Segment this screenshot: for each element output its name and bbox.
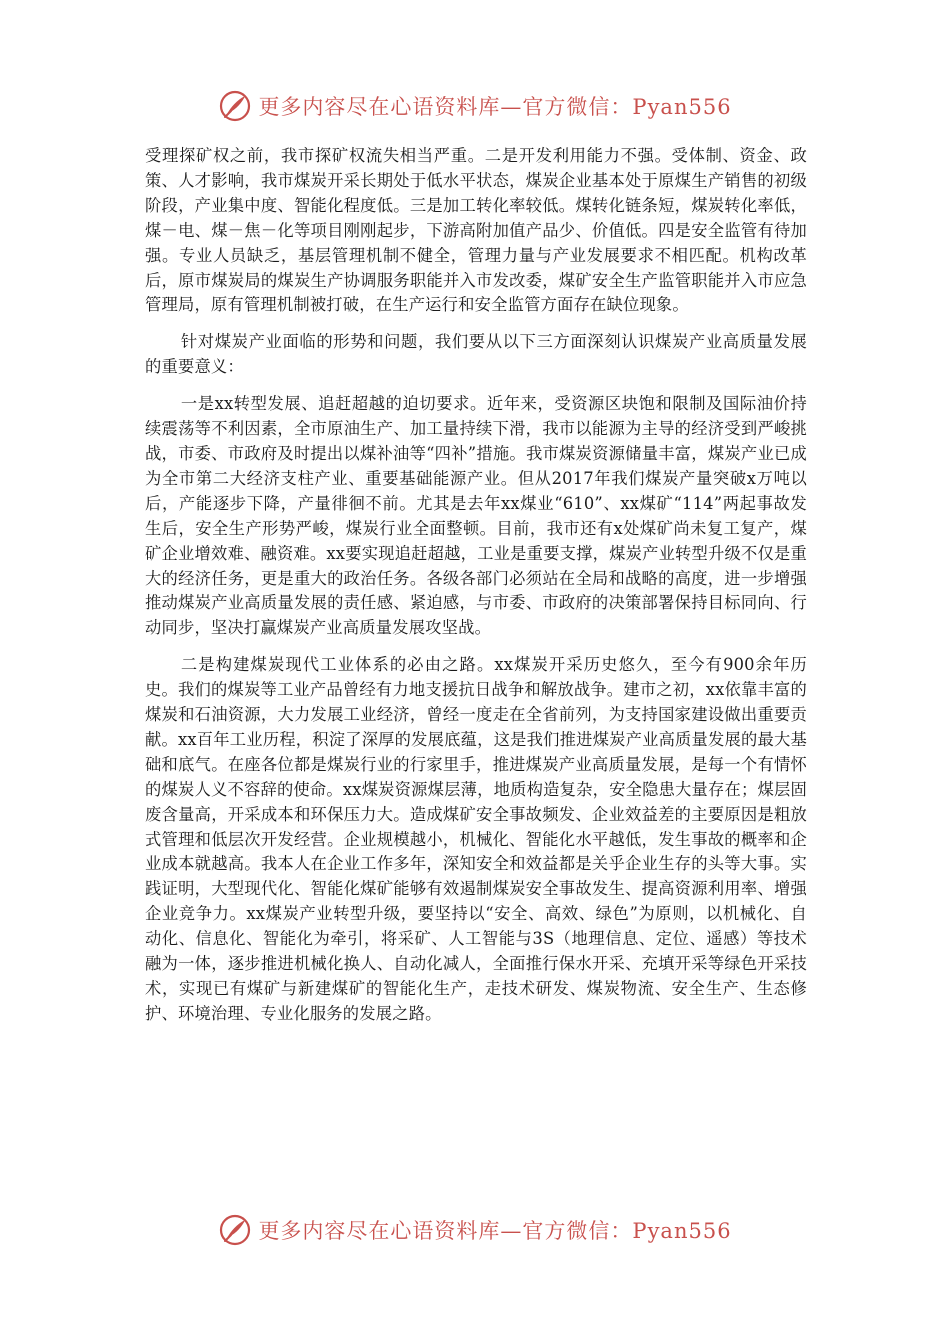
document-body: [145, 144, 807, 1039]
paragraph-3: 一是xx转型发展、追赶超越的迫切要求。近年来，受资源区块饱和限制及国际油价持续震荡等不利因素，全市原油生产、加工量持续下滑，我市以能源为主导的经济受到严峻挑战，市委、市政府及时提出以煤补油等“四补”措施。我市煤炭资源储量丰富，煤炭产业已成为全市第二大经济支柱产业、重要基础能源产业。但从2017年我们煤炭产量突破x万吨以后，产能逐步下降，产量徘徊不前。尤其是去年xx煤业“610”、xx煤矿“114”两起事故发生后，安全生产形势严峻，煤炭行业全面整顿。目前，我市还有x处煤矿尚未复工复产，煤矿企业增效难、融资难。xx要实现追赶超越，工业是重要支撑，煤炭产业转型升级不仅是重大的经济任务，更是重大的政治任务。各级各部门必须站在全局和战略的高度，进一步增强推动煤炭产业高质量发展的责任感、紧迫感，与市委、市政府的决策部署保持目标同向、行动同步，坚决打赢煤炭产业高质量发展攻坚战。: [145, 394, 807, 638]
paragraph-2: 针对煤炭产业面临的形势和问题，我们要从以下三方面深刻认识煤炭产业高质量发展的重要意义：: [145, 332, 807, 377]
header-watermark: [0, 86, 950, 126]
footer-watermark: [0, 1210, 950, 1250]
quill-logo-icon: [218, 1213, 252, 1247]
paragraph-1: 受理探矿权之前，我市探矿权流失相当严重。二是开发利用能力不强。受体制、资金、政策、人才影响，我市煤炭开采长期处于低水平状态，煤炭企业基本处于原煤生产销售的初级阶段，产业集中度、智能化程度低。三是加工转化率较低。煤转化链条短，煤炭转化率低，煤－电、煤－焦－化等项目刚刚起步，下游高附加值产品少、价值低。四是安全监管有待加强。专业人员缺乏，基层管理机制不健全，管理力量与产业发展要求不相匹配。机构改革后，原市煤炭局的煤炭生产协调服务职能并入市发改委，煤矿安全生产监管职能并入市应急管理局，原有管理机制被打破，在生产运行和安全监管方面存在缺位现象。: [145, 146, 807, 315]
quill-logo-icon: [218, 89, 252, 123]
paragraph-4: 二是构建煤炭现代工业体系的必由之路。xx煤炭开采历史悠久，至今有900余年历史。我们的煤炭等工业产品曾经有力地支援抗日战争和解放战争。建市之初，xx依靠丰富的煤炭和石油资源，大力发展工业经济，曾经一度走在全省前列，为支持国家建设做出重要贡献。xx百年工业历程，积淀了深厚的发展底蕴，这是我们推进煤炭产业高质量发展的最大基础和底气。在座各位都是煤炭行业的行家里手，推进煤炭产业高质量发展，是每一个有情怀的煤炭人义不容辞的使命。xx煤炭资源煤层薄，地质构造复杂，安全隐患大量存在；煤层固废含量高，开采成本和环保压力大。造成煤矿安全事故频发、企业效益差的主要原因是粗放式管理和低层次开发经营。企业规模越小，机械化、智能化水平越低，发生事故的概率和企业成本就越高。我本人在企业工作多年，深知安全和效益都是关乎企业生存的头等大事。实践证明，大型现代化、智能化煤矿能够有效遏制煤炭安全事故发生、提高资源利用率、增强企业竞争力。xx煤炭产业转型升级，要坚持以“安全、高效、绿色”为原则，以机械化、自动化、信息化、智能化为牵引，将采矿、人工智能与3S（地理信息、定位、遥感）等技术融为一体，逐步推进机械化换人、自动化减人，全面推行保水开采、充填开采等绿色开采技术，实现已有煤矿与新建煤矿的智能化生产，走技术研发、煤炭物流、安全生产、生态修护、环境治理、专业化服务的发展之路。: [145, 655, 807, 1023]
watermark-text: 更多内容尽在心语资料库—官方微信：Pyan556: [258, 95, 732, 119]
watermark-text: 更多内容尽在心语资料库—官方微信：Pyan556: [258, 1219, 732, 1243]
